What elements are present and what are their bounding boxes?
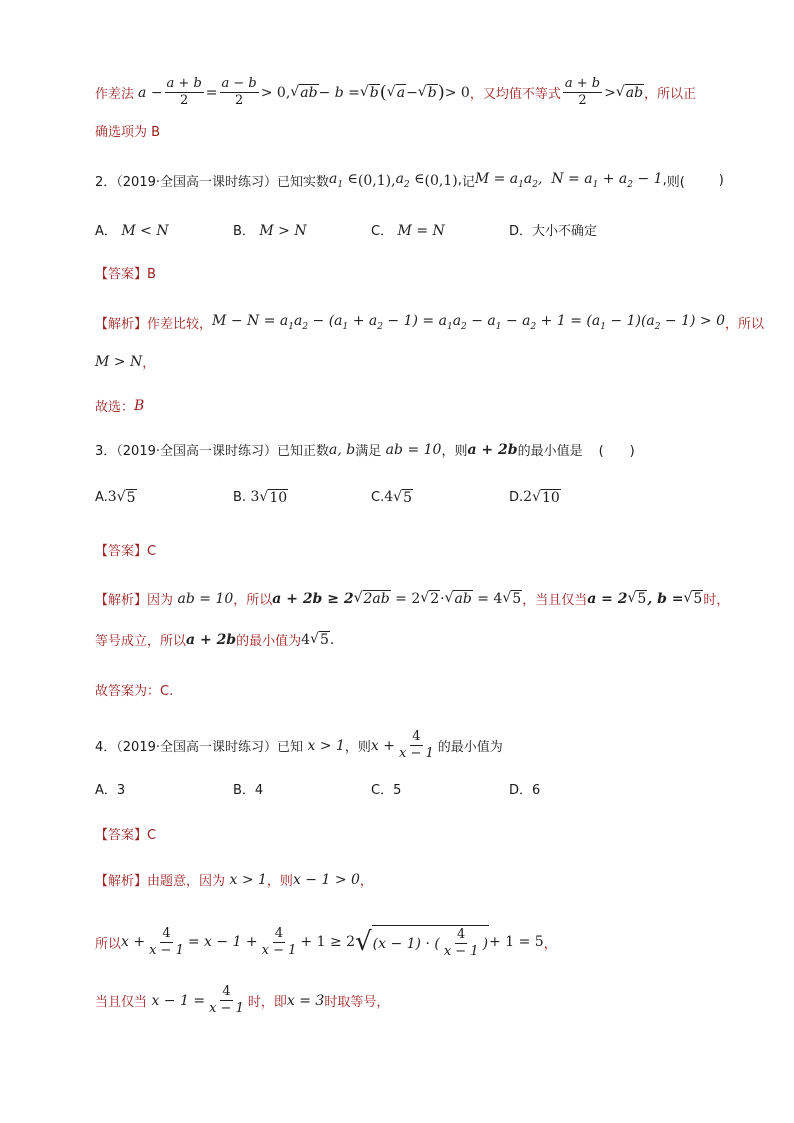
- q4-option-a[interactable]: A．3: [95, 783, 126, 798]
- sqrt-ab-2: √ ab: [615, 84, 644, 101]
- q4-analysis: 【解析】 由题意，因为 x > 1 ，则 x − 1 > 0 ，: [95, 871, 373, 889]
- q3-option-d[interactable]: D.2 √ 10: [509, 489, 560, 506]
- q2-stem-ze: 则(: [666, 175, 685, 190]
- sqrt-b: √ b: [359, 84, 379, 101]
- q3-stem-text: 3．（2019·全国高一课时练习）已知正数: [95, 444, 329, 459]
- q4-line-3: 当且仅当 x − 1 = $\frac{4}{x - 1}$ 时，即 x = 3 时取等号，: [95, 984, 390, 1016]
- q2-answer: 【答案】B: [95, 267, 156, 282]
- q3-analysis-2: 等号成立，所以 a + 2b 的最小值为 4 √ 5 .: [95, 631, 335, 649]
- formula-minus-b: − b =: [318, 84, 360, 101]
- intro-line-2: [95, 121, 160, 140]
- q2-option-a[interactable]: A． M < N: [95, 223, 169, 239]
- q4-option-b[interactable]: B．4: [233, 783, 264, 798]
- q2-option-d[interactable]: D．大小不确定: [509, 224, 598, 239]
- q3-option-b[interactable]: B. 3 √ 10: [233, 489, 288, 506]
- q3-final: 故答案为：C.: [95, 684, 174, 699]
- q3-option-a[interactable]: A.3 √ 5: [95, 489, 136, 506]
- sqrt-product: √ (x − 1) · ( $\frac{4}{x - 1}$ ): [355, 927, 489, 959]
- q3-stem: 3．（2019·全国高一课时练习）已知正数 a, b 满足 ab = 10 ，则 a + 2b 的最小值是 ( ): [95, 441, 635, 459]
- fraction-a-minus-b-over-2: $\frac{a - b}{2}$: [221, 76, 257, 108]
- q4-stem-text: 4．（2019·全国高一课时练习）已知: [95, 740, 303, 755]
- intro-label: 作差法: [95, 87, 135, 102]
- q2-analysis: 【解析】 作差比较， $M - N = a_1a_2 - (a_1 + a_2 - 1) = a_1a_2 - a_1 - a_2 + 1 = (a_1 - 1)(a_2 - 1) > 0$ ，所以: [95, 313, 765, 332]
- q2-stem-ji: 记: [461, 175, 475, 190]
- q4-line-2: 所以 x + $\frac{4}{x - 1}$ = x − 1 + $\frac{4}{x - 1}$ + 1 ≥ 2 √ (x − 1) · ( $\frac{4}{x - 1}$ ) + 1 = 5 ，: [95, 925, 557, 959]
- intro-conclusion-a: ，所以正: [644, 87, 697, 102]
- intro-line-1: 作差法 a − $\frac{a + b}{2}$ = $\frac{a - b}{2}$ > 0, √ ab − b = √ b ( √ a − √ b ) > 0 ， 又均值不等式 $\frac{a + b}{2}$ > √ ab ，所以正: [95, 76, 697, 108]
- formula-eq: =: [205, 84, 218, 101]
- q2-stem-text: 2．（2019·全国高一课时练习）已知实数: [95, 175, 329, 190]
- sqrt-a: √ a: [386, 84, 406, 101]
- q3-answer: 【答案】C: [95, 544, 157, 559]
- intro-ineq-text: 又均值不等式: [482, 87, 561, 102]
- sqrt-ab: √ ab: [290, 84, 318, 101]
- q2-stem: 2．（2019·全国高一课时练习）已知实数 $a_1$ ∈ (0,1), $a_2$ ∈ (0,1) , 记 $M = a_1a_2$, $N = a_1 + a_2 - 1$ , 则( ): [95, 171, 724, 190]
- q4-answer: 【答案】C: [95, 828, 157, 843]
- fraction-a-plus-b-over-2-b: $\frac{a + b}{2}$: [564, 76, 601, 108]
- q2-analysis-2: M > N ，: [95, 353, 156, 371]
- formula-paren: (: [379, 82, 387, 103]
- q4-stem: 4．（2019·全国高一课时练习）已知 x > 1 ，则 x + $\frac{4}{x - 1}$ 的最小值为: [95, 729, 503, 761]
- q4-option-d[interactable]: D．6: [509, 783, 541, 798]
- formula-a-minus: a −: [138, 84, 163, 101]
- intro-conclusion-b: 确选项为 B: [95, 125, 161, 140]
- formula-gt-zero: > 0,: [260, 84, 291, 101]
- fraction-a-plus-b-over-2: $\frac{a + b}{2}$: [166, 76, 202, 108]
- q2-option-b[interactable]: B． M > N: [233, 223, 307, 239]
- q3-analysis: 【解析】 因为 ab = 10 ，所以 a + 2b ≥ 2 √ 2ab = 2 √ 2 · √ ab = 4 √ 5 ，当且仅当 a = 2 √ 5 , b = √ 5 时，: [95, 590, 730, 608]
- q4-option-c[interactable]: C．5: [371, 783, 402, 798]
- q2-option-c[interactable]: C． M = N: [371, 223, 445, 239]
- q2-choice: 故选： B: [95, 397, 145, 415]
- sqrt-b-2: √ b: [417, 84, 437, 101]
- q3-option-c[interactable]: C.4 √ 5: [371, 489, 412, 506]
